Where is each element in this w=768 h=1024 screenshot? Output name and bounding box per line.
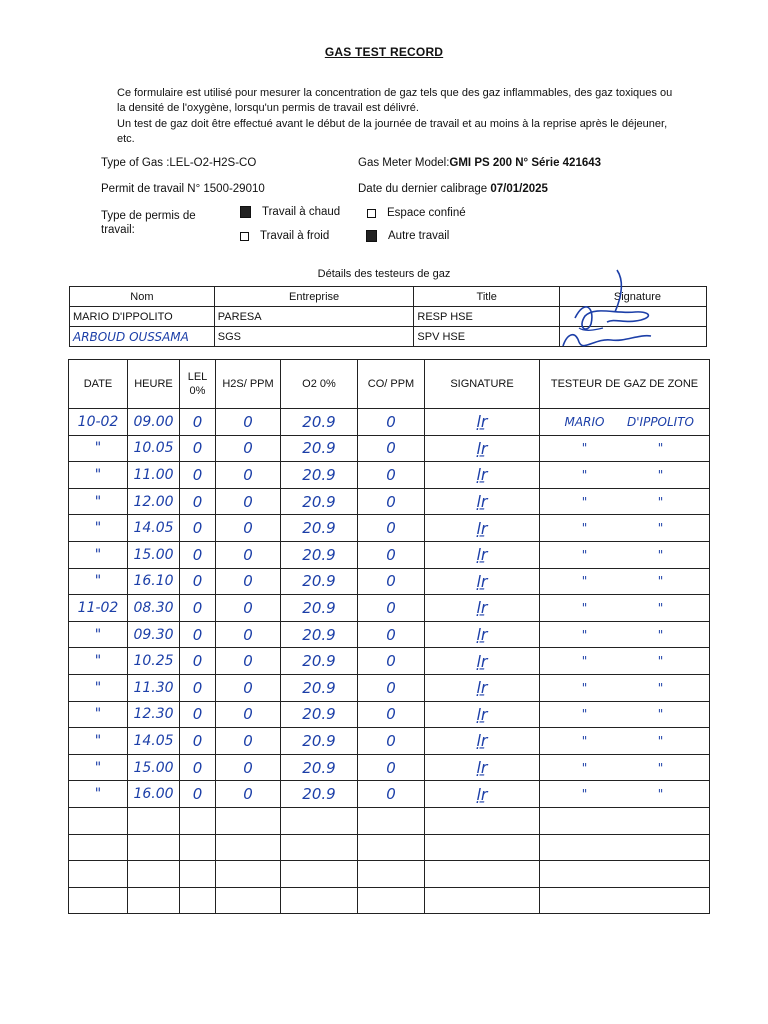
cell-o2: 20.9: [281, 515, 358, 542]
cell-zone-tester: [540, 462, 710, 489]
cell-signature: [425, 754, 540, 781]
table-row: [69, 648, 710, 675]
signature-mark-icon: ḷṟ: [476, 492, 488, 512]
permit-type-hot-work[interactable]: [240, 206, 340, 218]
zone-tester-second: ": [657, 760, 664, 775]
testers-section-label: Détails des testeurs de gaz: [317, 268, 451, 280]
cell-lel: 0: [180, 568, 216, 595]
empty-row: [69, 807, 710, 834]
cell-o2: 20.9: [281, 568, 358, 595]
signature-mark-icon: ḷṟ: [476, 518, 488, 538]
cell-co: 0: [358, 595, 425, 622]
zone-tester-first: ": [581, 627, 588, 642]
empty-cell: [128, 861, 180, 888]
testers-header-entreprise: Entreprise: [214, 287, 414, 307]
table-row: [69, 488, 710, 515]
cell-signature: [425, 568, 540, 595]
empty-cell: [180, 887, 216, 914]
signature-mark-icon: ḷṟ: [476, 731, 488, 751]
tester-title: SPV HSE: [414, 327, 560, 347]
cell-co: 0: [358, 728, 425, 755]
cell-co: 0: [358, 674, 425, 701]
zone-tester-first: ": [581, 680, 588, 695]
permit-type-other-work-label: Autre travail: [388, 230, 450, 242]
empty-cell: [540, 861, 710, 888]
gas-testers-table: [69, 286, 707, 347]
empty-cell: [540, 834, 710, 861]
zone-tester-second: ": [657, 654, 664, 669]
signature-mark-icon: ḷṟ: [476, 545, 488, 565]
empty-cell: [180, 834, 216, 861]
permit-number: Permit de travail N° 1500-29010: [101, 183, 265, 195]
col-header-heure: HEURE: [128, 360, 180, 409]
cell-signature: [425, 701, 540, 728]
signature-mark-icon: ḷṟ: [476, 412, 488, 432]
signature-mark-icon: ḷṟ: [476, 678, 488, 698]
tester-row: [70, 307, 707, 327]
cell-o2: 20.9: [281, 674, 358, 701]
cell-signature: [425, 648, 540, 675]
col-header-co: CO/ PPM: [358, 360, 425, 409]
signature-mark-icon: ḷṟ: [476, 465, 488, 485]
cell-lel: 0: [180, 648, 216, 675]
zone-tester-first: ": [581, 467, 588, 482]
zone-tester-second: ": [657, 680, 664, 695]
intro-paragraph-1: Ce formulaire est utilisé pour mesurer la concentration de gaz tels que des gaz inflammables, des gaz toxiques ou la densité de l'oxygène, lorsqu'un permis de travail est délivré.: [117, 87, 673, 114]
cell-o2: 20.9: [281, 409, 358, 436]
zone-tester-first: ": [581, 600, 588, 615]
cell-date: ": [69, 515, 128, 542]
table-row: [69, 781, 710, 808]
cell-lel: 0: [180, 728, 216, 755]
table-row: [69, 701, 710, 728]
tester-company: PARESA: [214, 307, 414, 327]
permit-type-cold-work[interactable]: [240, 230, 329, 242]
permit-type-other-work[interactable]: [366, 230, 449, 242]
permit-type-cold-work-label: Travail à froid: [260, 230, 330, 242]
zone-tester-second: ": [657, 441, 664, 456]
cell-zone-tester: [540, 488, 710, 515]
checkbox-checked[interactable]: [366, 230, 377, 242]
cell-lel: 0: [180, 674, 216, 701]
cell-signature: [425, 595, 540, 622]
signature-mark-icon: ḷṟ: [476, 625, 488, 645]
cell-co: 0: [358, 701, 425, 728]
cell-heure: 16.10: [128, 568, 180, 595]
checkbox-checked[interactable]: [240, 206, 251, 218]
empty-cell: [128, 807, 180, 834]
zone-tester-first: ": [581, 441, 588, 456]
empty-cell: [216, 887, 281, 914]
cell-heure: 15.00: [128, 541, 180, 568]
empty-cell: [425, 861, 540, 888]
cell-date: ": [69, 488, 128, 515]
calibration-value: 07/01/2025: [490, 183, 548, 195]
permit-type-confined-space-label: Espace confiné: [387, 207, 466, 219]
cell-heure: 16.00: [128, 781, 180, 808]
cell-h2s: 0: [216, 754, 281, 781]
cell-signature: [425, 541, 540, 568]
zone-tester-second: ": [657, 467, 664, 482]
empty-cell: [358, 807, 425, 834]
empty-cell: [69, 887, 128, 914]
col-header-lel: LEL 0%: [180, 360, 216, 409]
table-row: [69, 541, 710, 568]
cell-h2s: 0: [216, 435, 281, 462]
cell-zone-tester: [540, 595, 710, 622]
cell-o2: 20.9: [281, 435, 358, 462]
empty-cell: [358, 861, 425, 888]
cell-lel: 0: [180, 409, 216, 436]
cell-date: ": [69, 674, 128, 701]
cell-o2: 20.9: [281, 754, 358, 781]
table-row: [69, 754, 710, 781]
col-header-date: DATE: [69, 360, 128, 409]
cell-heure: 09.30: [128, 621, 180, 648]
zone-tester-second: ": [657, 547, 664, 562]
cell-h2s: 0: [216, 648, 281, 675]
cell-o2: 20.9: [281, 462, 358, 489]
zone-tester-first: ": [581, 521, 588, 536]
cell-co: 0: [358, 462, 425, 489]
table-row: [69, 409, 710, 436]
cell-date: ": [69, 435, 128, 462]
cell-zone-tester: [540, 674, 710, 701]
tester-signature: [560, 327, 707, 347]
cell-zone-tester: [540, 701, 710, 728]
cell-signature: [425, 409, 540, 436]
cell-co: 0: [358, 515, 425, 542]
zone-tester-first: ": [581, 654, 588, 669]
zone-tester-second: ": [657, 521, 664, 536]
cell-heure: 09.00: [128, 409, 180, 436]
cell-signature: [425, 728, 540, 755]
table-row: [69, 435, 710, 462]
cell-heure: 15.00: [128, 754, 180, 781]
table-row: [69, 462, 710, 489]
cell-lel: 0: [180, 754, 216, 781]
empty-cell: [69, 807, 128, 834]
gas-test-grid: [68, 359, 710, 914]
cell-h2s: 0: [216, 488, 281, 515]
cell-lel: 0: [180, 541, 216, 568]
cell-o2: 20.9: [281, 728, 358, 755]
cell-co: 0: [358, 409, 425, 436]
cell-o2: 20.9: [281, 595, 358, 622]
cell-o2: 20.9: [281, 781, 358, 808]
cell-h2s: 0: [216, 701, 281, 728]
cell-date: 10-02: [69, 409, 128, 436]
cell-date: ": [69, 621, 128, 648]
cell-date: ": [69, 541, 128, 568]
zone-tester-first: ": [581, 760, 588, 775]
grid-body: [69, 409, 710, 914]
cell-co: 0: [358, 488, 425, 515]
cell-date: 11-02: [69, 595, 128, 622]
tester-company: SGS: [214, 327, 414, 347]
cell-h2s: 0: [216, 462, 281, 489]
cell-heure: 12.30: [128, 701, 180, 728]
empty-cell: [358, 887, 425, 914]
cell-co: 0: [358, 754, 425, 781]
signature-mark-icon: ḷṟ: [476, 598, 488, 618]
cell-h2s: 0: [216, 515, 281, 542]
testers-header-nom: Nom: [70, 287, 215, 307]
zone-tester-second: ": [657, 733, 664, 748]
cell-heure: 11.30: [128, 674, 180, 701]
cell-heure: 14.05: [128, 515, 180, 542]
permit-type-hot-work-label: Travail à chaud: [262, 206, 341, 218]
cell-signature: [425, 781, 540, 808]
gas-meter-label: Gas Meter Model:: [358, 157, 450, 169]
empty-cell: [216, 861, 281, 888]
tester-name: ARBOUD OUSSAMA: [70, 327, 215, 347]
cell-lel: 0: [180, 435, 216, 462]
zone-tester-second: ": [657, 600, 664, 615]
cell-signature: [425, 462, 540, 489]
cell-o2: 20.9: [281, 488, 358, 515]
empty-cell: [128, 834, 180, 861]
cell-lel: 0: [180, 621, 216, 648]
testers-header-signature: Signature: [560, 287, 707, 307]
cell-co: 0: [358, 568, 425, 595]
page-title: GAS TEST RECORD: [324, 45, 444, 59]
col-header-signature: SIGNATURE: [425, 360, 540, 409]
cell-h2s: 0: [216, 621, 281, 648]
cell-date: ": [69, 701, 128, 728]
calibration-label: Date du dernier calibrage: [358, 183, 491, 195]
cell-zone-tester: [540, 568, 710, 595]
cell-lel: 0: [180, 488, 216, 515]
signature-mark-icon: ḷṟ: [476, 438, 488, 458]
empty-cell: [180, 861, 216, 888]
zone-tester-second: ": [657, 627, 664, 642]
intro-paragraph-2: Un test de gaz doit être effectué avant le début de la journée de travail et au moins à la reprise après le déjeuner, etc.: [117, 118, 668, 145]
cell-zone-tester: [540, 754, 710, 781]
cell-o2: 20.9: [281, 621, 358, 648]
cell-h2s: 0: [216, 409, 281, 436]
cell-zone-tester: [540, 409, 710, 436]
permit-type-label: Type de permis de travail:: [101, 210, 196, 236]
cell-h2s: 0: [216, 728, 281, 755]
cell-zone-tester: [540, 435, 710, 462]
table-row: [69, 515, 710, 542]
cell-heure: 10.05: [128, 435, 180, 462]
zone-tester-first: ": [581, 787, 588, 802]
empty-cell: [425, 887, 540, 914]
cell-heure: 12.00: [128, 488, 180, 515]
empty-cell: [216, 807, 281, 834]
table-row: [69, 568, 710, 595]
tester-signature: [560, 307, 707, 327]
cell-signature: [425, 488, 540, 515]
empty-row: [69, 834, 710, 861]
cell-h2s: 0: [216, 541, 281, 568]
cell-co: 0: [358, 648, 425, 675]
col-header-h2s: H2S/ PPM: [216, 360, 281, 409]
cell-heure: 14.05: [128, 728, 180, 755]
empty-cell: [128, 887, 180, 914]
cell-zone-tester: [540, 781, 710, 808]
cell-h2s: 0: [216, 568, 281, 595]
empty-cell: [425, 807, 540, 834]
cell-h2s: 0: [216, 595, 281, 622]
col-header-zone-tester: TESTEUR DE GAZ DE ZONE: [540, 360, 710, 409]
cell-lel: 0: [180, 462, 216, 489]
empty-cell: [281, 887, 358, 914]
empty-cell: [281, 834, 358, 861]
empty-cell: [425, 834, 540, 861]
cell-date: ": [69, 462, 128, 489]
cell-signature: [425, 515, 540, 542]
cell-lel: 0: [180, 515, 216, 542]
last-calibration: [358, 183, 548, 195]
zone-tester-first: ": [581, 707, 588, 722]
cell-co: 0: [358, 621, 425, 648]
col-header-o2: O2 0%: [281, 360, 358, 409]
cell-lel: 0: [180, 701, 216, 728]
table-row: [69, 728, 710, 755]
zone-tester-first: ": [581, 733, 588, 748]
cell-co: 0: [358, 781, 425, 808]
empty-cell: [69, 834, 128, 861]
zone-tester-second: ": [657, 574, 664, 589]
cell-o2: 20.9: [281, 648, 358, 675]
empty-cell: [281, 861, 358, 888]
empty-cell: [281, 807, 358, 834]
tester-title: RESP HSE: [414, 307, 560, 327]
cell-lel: 0: [180, 781, 216, 808]
cell-signature: [425, 674, 540, 701]
signature-mark-icon: ḷṟ: [476, 784, 488, 804]
checkbox-unchecked[interactable]: [367, 209, 376, 218]
cell-zone-tester: [540, 621, 710, 648]
cell-h2s: 0: [216, 781, 281, 808]
zone-tester-second: ": [657, 707, 664, 722]
cell-co: 0: [358, 541, 425, 568]
zone-tester-first: ": [581, 494, 588, 509]
cell-o2: 20.9: [281, 701, 358, 728]
cell-o2: 20.9: [281, 541, 358, 568]
zone-tester-first: ": [581, 547, 588, 562]
empty-cell: [180, 807, 216, 834]
cell-heure: 08.30: [128, 595, 180, 622]
cell-lel: 0: [180, 595, 216, 622]
cell-date: ": [69, 754, 128, 781]
testers-header-title: Title: [414, 287, 560, 307]
cell-zone-tester: [540, 648, 710, 675]
cell-signature: [425, 621, 540, 648]
cell-co: 0: [358, 435, 425, 462]
signature-mark-icon: ḷṟ: [476, 704, 488, 724]
cell-zone-tester: [540, 541, 710, 568]
table-row: [69, 674, 710, 701]
empty-row: [69, 861, 710, 888]
cell-zone-tester: [540, 515, 710, 542]
cell-heure: 10.25: [128, 648, 180, 675]
zone-tester-second: D'IPPOLITO: [627, 414, 694, 429]
cell-date: ": [69, 781, 128, 808]
type-of-gas: Type of Gas :LEL-O2-H2S-CO: [101, 157, 257, 169]
table-row: [69, 621, 710, 648]
empty-cell: [358, 834, 425, 861]
empty-cell: [540, 887, 710, 914]
gas-meter-model: [358, 157, 601, 169]
cell-date: ": [69, 568, 128, 595]
table-row: [69, 595, 710, 622]
cell-heure: 11.00: [128, 462, 180, 489]
cell-date: ": [69, 648, 128, 675]
zone-tester-second: ": [657, 787, 664, 802]
signature-mark-icon: ḷṟ: [476, 571, 488, 591]
cell-zone-tester: [540, 728, 710, 755]
permit-type-confined-space[interactable]: [367, 207, 466, 219]
zone-tester-first: MARIO: [564, 414, 605, 429]
cell-date: ": [69, 728, 128, 755]
empty-cell: [216, 834, 281, 861]
empty-cell: [540, 807, 710, 834]
cell-h2s: 0: [216, 674, 281, 701]
empty-cell: [69, 861, 128, 888]
empty-row: [69, 887, 710, 914]
zone-tester-second: ": [657, 494, 664, 509]
checkbox-unchecked[interactable]: [240, 232, 249, 241]
gas-meter-value: GMI PS 200 N° Série 421643: [449, 157, 602, 169]
tester-row: [70, 327, 707, 347]
signature-mark-icon: ḷṟ: [476, 651, 488, 671]
zone-tester-first: ": [581, 574, 588, 589]
tester-name: MARIO D'IPPOLITO: [70, 307, 215, 327]
signature-mark-icon: ḷṟ: [476, 758, 488, 778]
cell-signature: [425, 435, 540, 462]
